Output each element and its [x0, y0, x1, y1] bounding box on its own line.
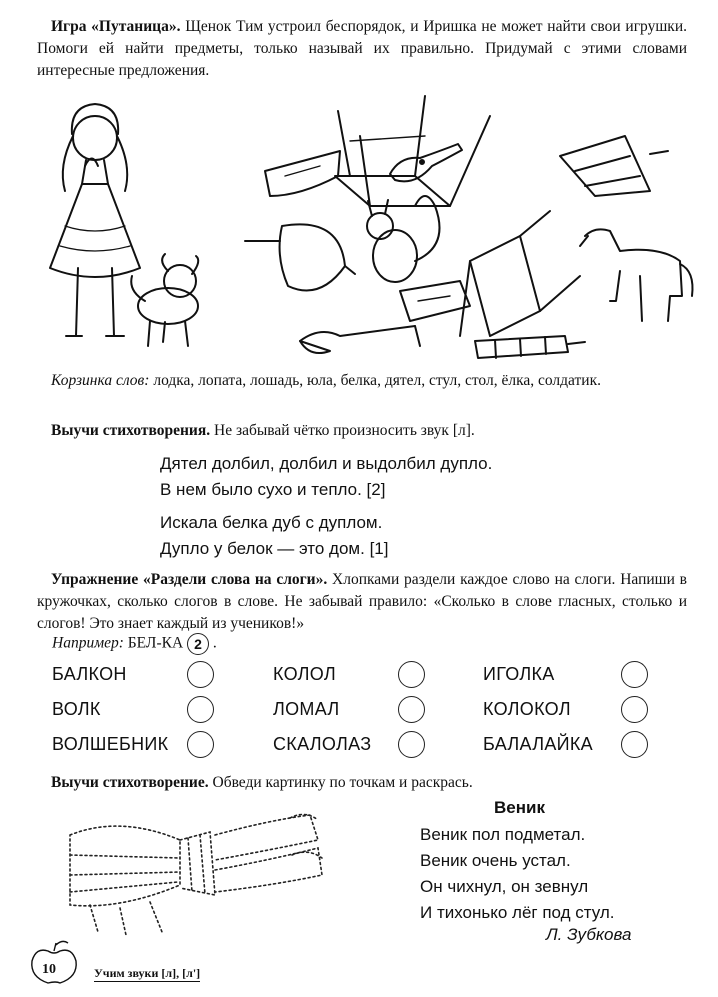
word-basket-label: Корзинка слов: [51, 372, 150, 389]
footer [26, 937, 226, 987]
poem-line: Дупло у белок — это дом. [1] [160, 539, 389, 558]
syllable-answer-circle[interactable] [398, 731, 425, 758]
page-number: 10 [42, 962, 56, 977]
broom-task [37, 772, 687, 794]
word-balalaika: БАЛАЛАЙКА [483, 734, 593, 754]
footer-title: Учим звуки [л], [л'] [94, 966, 201, 980]
sled-figure [400, 281, 470, 321]
broom-poem-title: Веник [494, 798, 545, 817]
syllable-answer-circle[interactable] [621, 696, 648, 723]
poems-task [37, 420, 687, 442]
example-tail: . [209, 634, 217, 652]
illustration-drawing [20, 96, 700, 366]
puppy-figure [131, 254, 198, 346]
poem-woodpecker [160, 451, 492, 503]
syllables-text: Хлопками раздели каждое слово на слоги. Напиши в кружочках, сколько слогов в слове. Не забывай правило: «Сколько в слове гласных, столько и слогов! Это знает каждый из учеников!» [37, 571, 688, 632]
apple-icon [26, 937, 86, 987]
shovel-figure [300, 326, 420, 353]
word-basket-words: лодка, лопата, лошадь, юла, белка, дятел, стул, стол, ёлка, солдатик. [149, 372, 601, 389]
game-text: Щенок Тим устроил беспорядок, и Иришка не может найти свои игрушки. Помоги ей найти предметы, только называй их правильно. Придумай с этими словами интересные предложения. [37, 18, 687, 79]
girl-figure [50, 104, 140, 336]
word-kolokol: КОЛОКОЛ [483, 699, 571, 719]
example-word: БЕЛ-КА [123, 634, 188, 652]
toy-soldier-figure [475, 336, 585, 358]
chair-figure [460, 211, 580, 336]
word-lomal: ЛОМАЛ [273, 699, 340, 719]
word-skalolaz: СКАЛОЛАЗ [273, 734, 372, 754]
poem-line: Он чихнул, он зевнул [420, 877, 589, 896]
word-kolol: КОЛОЛ [273, 664, 337, 684]
poem-line: Веник очень устал. [420, 851, 571, 870]
broom-task-title: Выучи стихотворение. [51, 774, 209, 791]
poem-line: В нем было сухо и тепло. [2] [160, 480, 386, 499]
poem-line: Веник пол подметал. [420, 825, 586, 844]
broom-drawing [60, 800, 330, 940]
game-instructions [37, 16, 687, 82]
poem-squirrel [160, 510, 388, 562]
word-balkon: БАЛКОН [52, 664, 127, 684]
syllable-answer-circle[interactable] [187, 696, 214, 723]
poem-line: И тихонько лёг под стул. [420, 903, 615, 922]
fir-tree-figure [560, 136, 668, 196]
poem-line: Дятел долбил, долбил и выдолбил дупло. [160, 454, 493, 473]
syllables-exercise [37, 569, 687, 635]
puzzle-illustration [20, 96, 700, 366]
boat-figure [265, 151, 340, 196]
poems-task-title: Выучи стихотворения. [51, 422, 211, 439]
example-circle: 2 [187, 633, 209, 655]
stool-figure [335, 96, 490, 206]
syllable-answer-circle[interactable] [398, 696, 425, 723]
poem-line: Искала белка дуб с дуплом. [160, 513, 383, 532]
word-volk: ВОЛК [52, 699, 101, 719]
spinning-top-figure [245, 224, 355, 290]
broom-tracing[interactable] [60, 800, 330, 940]
syllables-example [52, 633, 217, 655]
word-basket [37, 370, 687, 392]
syllable-answer-circle[interactable] [187, 731, 214, 758]
syllables-title: Упражнение «Раздели слова на слоги». [51, 571, 328, 588]
game-title: Игра «Путаница». [51, 18, 181, 35]
broom-poem [420, 822, 615, 926]
poems-task-text: Не забывай чётко произносить звук [л]. [210, 422, 475, 439]
horse-figure [580, 229, 693, 321]
broom-task-text: Обведи картинку по точкам и раскрась. [208, 774, 473, 791]
word-igolka: ИГОЛКА [483, 664, 555, 684]
syllable-answer-circle[interactable] [621, 661, 648, 688]
broom-poem-author: Л. Зубкова [546, 925, 632, 944]
syllable-answer-circle[interactable] [187, 661, 214, 688]
syllable-answer-circle[interactable] [621, 731, 648, 758]
example-label: Например: [52, 634, 124, 652]
squirrel-figure [367, 196, 440, 282]
syllable-answer-circle[interactable] [398, 661, 425, 688]
word-volshebnik: ВОЛШЕБНИК [52, 734, 169, 754]
